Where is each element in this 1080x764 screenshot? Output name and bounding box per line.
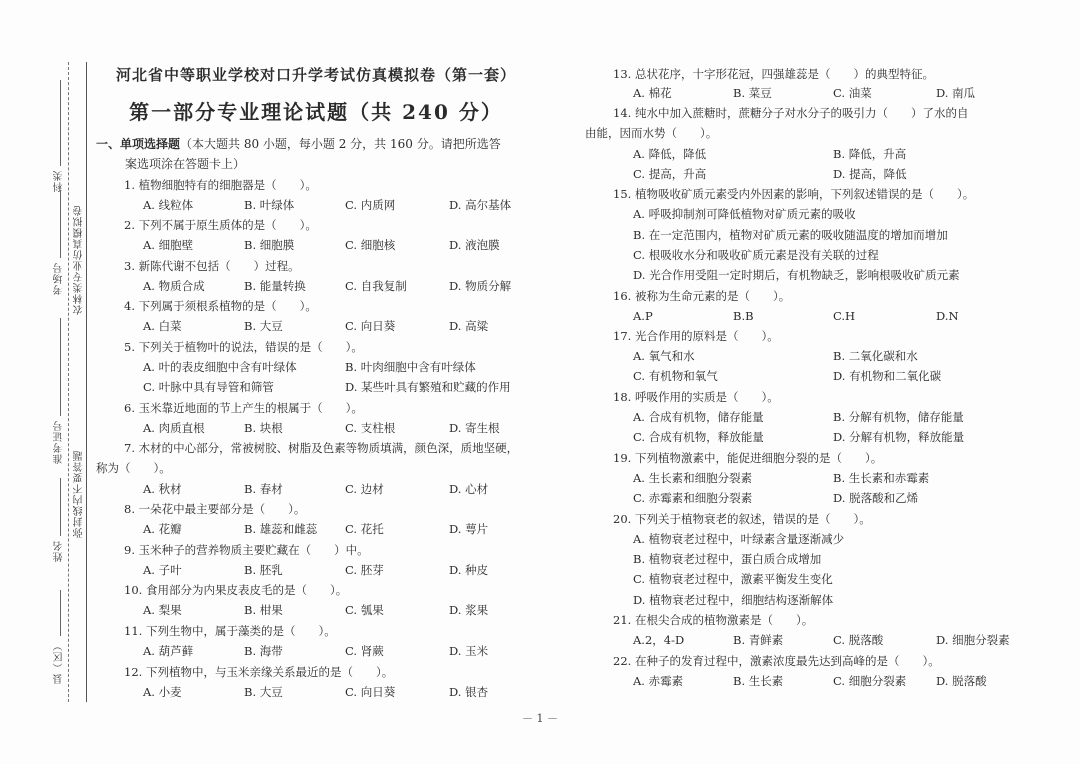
q21-option-b: B. 青鲜素: [733, 633, 784, 647]
q4-option-a: A. 白菜: [143, 319, 182, 333]
q13-option-b: B. 菜豆: [733, 86, 772, 100]
q15-option-a: A. 呼吸抑制剂可降低植物对矿质元素的吸收: [633, 207, 856, 221]
margin-label-name: 姓名: [54, 540, 65, 562]
question-3-stem: 3. 新陈代谢不包括（ ）过程。: [124, 259, 300, 273]
question-16-stem: 16. 被称为生命元素的是（ ）。: [613, 289, 791, 303]
q3-option-d: D. 物质分解: [449, 279, 512, 293]
question-22-stem: 22. 在种子的发育过程中，激素浓度最先达到高峰的是（ ）。: [613, 654, 940, 668]
question-17-stem: 17. 光合作用的原料是（ ）。: [613, 329, 779, 343]
q11-option-c: C. 肾蕨: [345, 644, 384, 658]
q12-option-a: A. 小麦: [143, 685, 182, 699]
q9-option-a: A. 子叶: [143, 563, 182, 577]
q18-option-a: A. 合成有机物，储存能量: [633, 410, 764, 424]
q14-option-c: C. 提高，升高: [633, 167, 707, 181]
q21-option-d: D. 细胞分裂素: [936, 633, 1010, 647]
q5-option-d: D. 某些叶具有繁殖和贮藏的作用: [345, 380, 511, 394]
fill-line-ticket-no: [60, 318, 61, 416]
q10-option-b: B. 柑果: [244, 603, 283, 617]
q4-option-d: D. 高粱: [449, 319, 489, 333]
question-8-stem: 8. 一朵花中最主要部分是（ ）。: [124, 502, 306, 516]
question-6-stem: 6. 玉米靠近地面的节上产生的根属于（ ）。: [124, 401, 363, 415]
q7-option-a: A. 秋材: [143, 482, 182, 496]
q21-option-c: C. 脱落酸: [833, 633, 884, 647]
q16-option-d: D.N: [936, 309, 959, 323]
question-4-stem: 4. 下列属于须根系植物的是（ ）。: [124, 299, 317, 313]
q19-option-d: D. 脱落酸和乙烯: [833, 491, 919, 505]
q19-option-c: C. 赤霉素和细胞分裂素: [633, 491, 753, 505]
margin-label-paper-type: 农林类专业仿真模拟卷: [74, 205, 85, 315]
q19-option-b: B. 生长素和赤霉素: [833, 471, 930, 485]
q20-option-c: C. 植物衰老过程中，激素平衡发生变化: [633, 572, 833, 586]
section-instruction-1: （本大题共 80 小题，每小题 2 分，共 160 分。请把所选答: [180, 137, 501, 151]
q1-option-c: C. 内质网: [345, 198, 396, 212]
question-5-stem: 5. 下列关于植物叶的说法，错误的是（ ）。: [124, 340, 363, 354]
q22-option-d: D. 脱落酸: [936, 674, 987, 688]
q14-option-a: A. 降低，降低: [633, 147, 707, 161]
q5-option-b: B. 叶肉细胞中含有叶绿体: [345, 360, 476, 374]
q7-option-d: D. 心材: [449, 482, 489, 496]
q4-option-b: B. 大豆: [244, 319, 283, 333]
q22-option-a: A. 赤霉素: [633, 674, 684, 688]
q15-option-b: B. 在一定范围内，植物对矿质元素的吸收随温度的增加而增加: [633, 228, 948, 242]
q10-option-a: A. 梨果: [143, 603, 182, 617]
margin-label-county: 县（区）: [54, 640, 65, 684]
section-header: [96, 134, 536, 174]
q13-option-a: A. 棉花: [633, 86, 672, 100]
q14-option-d: D. 提高，降低: [833, 167, 907, 181]
q22-option-b: B. 生长素: [733, 674, 784, 688]
fill-line-subject: [60, 80, 61, 166]
q20-option-a: A. 植物衰老过程中，叶绿素含量逐渐减少: [633, 532, 845, 546]
q18-option-d: D. 分解有机物，释放能量: [833, 430, 965, 444]
q6-option-b: B. 块根: [244, 421, 283, 435]
q8-option-b: B. 雄蕊和雌蕊: [244, 522, 318, 536]
q6-option-d: D. 寄生根: [449, 421, 500, 435]
q2-option-c: C. 细胞核: [345, 238, 396, 252]
q4-option-c: C. 向日葵: [345, 319, 396, 333]
q11-option-d: D. 玉米: [449, 644, 489, 658]
q6-option-c: C. 支柱根: [345, 421, 396, 435]
q2-option-b: B. 细胞膜: [244, 238, 295, 252]
part-title: 第一部分专业理论试题（共 240 分）: [129, 100, 503, 124]
margin-label-room: 考场号: [54, 262, 65, 295]
q1-option-d: D. 高尔基体: [449, 198, 512, 212]
q8-option-c: C. 花托: [345, 522, 384, 536]
q12-option-c: C. 向日葵: [345, 685, 396, 699]
q17-option-d: D. 有机物和二氧化碳: [833, 369, 942, 383]
q8-option-a: A. 花瓣: [143, 522, 182, 536]
q1-option-a: A. 线粒体: [143, 198, 194, 212]
q5-option-a: A. 叶的表皮细胞中含有叶绿体: [143, 360, 297, 374]
q21-option-a: A.2，4-D: [633, 633, 685, 647]
question-19-stem: 19. 下列植物激素中，能促进细胞分裂的是（ ）。: [613, 451, 883, 465]
q11-option-b: B. 海带: [244, 644, 283, 658]
q18-option-b: B. 分解有机物，储存能量: [833, 410, 964, 424]
q2-option-a: A. 细胞壁: [143, 238, 194, 252]
q20-option-b: B. 植物衰老过程中，蛋白质合成增加: [633, 552, 822, 566]
q17-option-b: B. 二氧化碳和水: [833, 349, 918, 363]
q19-option-a: A. 生长素和细胞分裂素: [633, 471, 753, 485]
question-18-stem: 18. 呼吸作用的实质是（ ）。: [613, 390, 779, 404]
q9-option-b: B. 胚乳: [244, 563, 283, 577]
question-7-stem: 7. 木材的中心部分，常被树胶、树脂及色素等物质填满，颜色深，质地坚硬，: [124, 441, 519, 455]
question-1-stem: 1. 植物细胞特有的细胞器是（ ）。: [124, 178, 317, 192]
question-15-stem: 15. 植物吸收矿质元素受内外因素的影响，下列叙述错误的是（ ）。: [613, 187, 975, 201]
q13-option-c: C. 油菜: [833, 86, 872, 100]
q8-option-d: D. 萼片: [449, 522, 489, 536]
question-14-stem-cont: 由能，因而水势（ ）。: [585, 126, 718, 140]
question-13-stem: 13. 总状花序，十字形花冠，四强雄蕊是（ ）的典型特征。: [613, 67, 934, 81]
q16-option-a: A.P: [633, 309, 653, 323]
q18-option-c: C. 合成有机物，释放能量: [633, 430, 764, 444]
exam-title: 河北省中等职业学校对口升学考试仿真模拟卷（第一套）: [115, 66, 516, 84]
q20-option-d: D. 植物衰老过程中，细胞结构逐渐解体: [633, 593, 834, 607]
q9-option-d: D. 种皮: [449, 563, 489, 577]
binding-dash-line: [68, 62, 69, 702]
q1-option-b: B. 叶绿体: [244, 198, 295, 212]
q17-option-c: C. 有机物和氧气: [633, 369, 718, 383]
margin-label-seal-notice: 弥封线内不要答题: [74, 450, 85, 538]
q14-option-b: B. 降低，升高: [833, 147, 907, 161]
q13-option-d: D. 南瓜: [936, 86, 976, 100]
q16-option-c: C.H: [833, 309, 856, 323]
q16-option-b: B.B: [733, 309, 754, 323]
q7-option-b: B. 春材: [244, 482, 283, 496]
q3-option-b: B. 能量转换: [244, 279, 306, 293]
q5-option-c: C. 叶脉中具有导管和筛管: [143, 380, 274, 394]
q7-option-c: C. 边材: [345, 482, 384, 496]
fill-line-room: [60, 190, 61, 258]
question-20-stem: 20. 下列关于植物衰老的叙述，错误的是（ ）。: [613, 512, 871, 526]
q6-option-a: A. 肉质直根: [143, 421, 205, 435]
q12-option-b: B. 大豆: [244, 685, 283, 699]
question-9-stem: 9. 玉米种子的营养物质主要贮藏在（ ）中。: [124, 543, 369, 557]
question-12-stem: 12. 下列植物中，与玉米亲缘关系最近的是（ ）。: [124, 665, 394, 679]
q11-option-a: A. 葫芦藓: [143, 644, 194, 658]
question-7-stem-cont: 称为（ ）。: [96, 461, 171, 475]
fill-line-county: [60, 590, 61, 636]
q10-option-c: C. 瓠果: [345, 603, 384, 617]
question-14-stem: 14. 纯水中加入蔗糖时，蔗糖分子对水分子的吸引力（ ）了水的自: [613, 106, 969, 120]
q2-option-d: D. 液泡膜: [449, 238, 500, 252]
q3-option-c: C. 自我复制: [345, 279, 407, 293]
q12-option-d: D. 银杏: [449, 685, 489, 699]
q15-option-c: C. 根吸收水分和吸收矿质元素是没有关联的过程: [633, 248, 879, 262]
margin-label-ticket-no: 准考证号: [54, 420, 65, 464]
q15-option-d: D. 光合作用受阻一定时期后，有机物缺乏，影响根吸收矿质元素: [633, 268, 960, 282]
margin-label-subject: 科类: [54, 170, 65, 192]
q17-option-a: A. 氧气和水: [633, 349, 695, 363]
question-2-stem: 2. 下列不属于原生质体的是（ ）。: [124, 218, 317, 232]
question-11-stem: 11. 下列生物中，属于藻类的是（ ）。: [124, 624, 336, 638]
section-label: 一、单项选择题: [96, 137, 181, 151]
q9-option-c: C. 胚芽: [345, 563, 384, 577]
q10-option-d: D. 浆果: [449, 603, 489, 617]
page-number: － 1 －: [522, 712, 558, 725]
section-instruction-2: 案选项涂在答题卡上）: [125, 157, 246, 171]
fill-line-name: [60, 478, 61, 536]
binding-solid-line: [86, 62, 87, 702]
question-10-stem: 10. 食用部分为内果皮表皮毛的是（ ）。: [124, 583, 348, 597]
q3-option-a: A. 物质合成: [143, 279, 205, 293]
q22-option-c: C. 细胞分裂素: [833, 674, 907, 688]
question-21-stem: 21. 在根尖合成的植物激素是（ ）。: [613, 613, 814, 627]
